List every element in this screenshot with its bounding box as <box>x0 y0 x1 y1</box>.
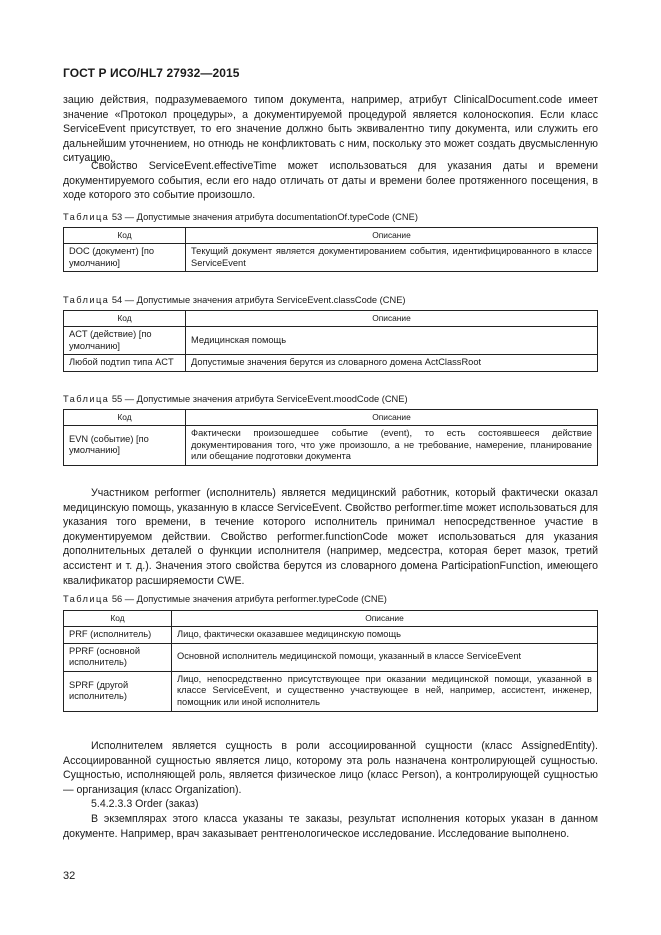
table-caption-text: 56 — Допустимые значения атрибута performer.typeCode (CNE) <box>111 594 387 604</box>
description-cell: Фактически произошедшее событие (event), то есть состоявшееся действие документирования того, что уже произошло, а не требование, намерение, планирование или обещание подготовки документа <box>186 426 598 466</box>
table-row <box>64 643 598 671</box>
table-caption-text: 53 — Допустимые значения атрибута documentationOf.typeCode (CNE) <box>111 212 418 222</box>
table-caption <box>63 294 406 306</box>
table-53 <box>63 227 598 272</box>
description-cell: Основной исполнитель медицинской помощи, указанный в классе ServiceEvent <box>172 643 598 671</box>
description-cell: Медицинская помощь <box>186 327 598 355</box>
code-cell: SPRF (другой исполнитель) <box>64 671 172 711</box>
table-row <box>64 355 598 372</box>
column-header-code: Код <box>64 311 186 327</box>
table-caption-text: 54 — Допустимые значения атрибута ServiceEvent.classCode (CNE) <box>111 295 406 305</box>
paragraph: Свойство ServiceEvent.effectiveTime может использоваться для указания даты и времени документируемого события, если его надо отличать от даты и времени более протяженного посещения, в ходе которого это событие произошло. <box>63 160 598 202</box>
paragraph: В экземплярах этого класса указаны те заказы, результат исполнения которых указан в данном документе. Например, врач заказывает рентгенологическое исследование. Исследование выполнено. <box>63 813 598 840</box>
table-word: Таблица <box>63 295 110 305</box>
table-54 <box>63 310 598 372</box>
table-row <box>64 426 598 466</box>
column-header-description: Описание <box>186 228 598 244</box>
table-caption <box>63 393 408 405</box>
table-56 <box>63 610 598 712</box>
paragraph: Исполнителем является сущность в роли ассоциированной сущности (класс AssignedEntity). Ассоциированной сущностью является лицо, которому эта роль назначена контролирующей сущностью. Сущностью, исполняющей роль, является физическое лицо (класс Person), а контролирующей сущностью — организация (класс Organization). <box>63 740 598 796</box>
description-cell: Лицо, фактически оказавшее медицинскую помощь <box>172 627 598 644</box>
column-header-code: Код <box>64 611 172 627</box>
table-row <box>64 244 598 272</box>
code-cell: ACT (действие) [по умолчанию] <box>64 327 186 355</box>
table-55 <box>63 409 598 466</box>
code-cell: PPRF (основной исполнитель) <box>64 643 172 671</box>
column-header-description: Описание <box>186 410 598 426</box>
column-header-description: Описание <box>186 311 598 327</box>
code-cell: EVN (событие) [по умолчанию] <box>64 426 186 466</box>
table-caption <box>63 211 418 223</box>
paragraph: Участником performer (исполнитель) является медицинский работник, который фактически оказал медицинскую помощь, указанную в классе ServiceEvent. Свойство performer.time может использоваться для указания того времени, в течение которого исполнитель принимал непосредственное участие в документируемом действии. Свойство performer.functionCode может использоваться для указания дополнительных деталей о функции исполнителя (например, медсестра, которая берет мазок, третий ассистент и т. д.). Значения этого свойства берутся из словарного домена ParticipationFunction, имеющего квалификатор расширяемости CWE. <box>63 487 598 587</box>
description-cell: Допустимые значения берутся из словарного домена ActClassRoot <box>186 355 598 372</box>
table-row <box>64 327 598 355</box>
code-cell: Любой подтип типа ACT <box>64 355 186 372</box>
column-header-code: Код <box>64 228 186 244</box>
table-word: Таблица <box>63 394 110 404</box>
description-cell: Лицо, непосредственно присутствующее при оказании медицинской помощи, указанной в классе ServiceEvent, и существенно участвующее в ней, например, ассистент, инженер, помощник или иной исполнитель <box>172 671 598 711</box>
column-header-description: Описание <box>172 611 598 627</box>
table-caption <box>63 593 387 605</box>
table-word: Таблица <box>63 212 110 222</box>
table-row <box>64 627 598 644</box>
page-header: ГОСТ Р ИСО/HL7 27932—2015 <box>63 66 240 80</box>
table-row <box>64 671 598 711</box>
table-word: Таблица <box>63 594 110 604</box>
page-number: 32 <box>63 870 76 882</box>
column-header-code: Код <box>64 410 186 426</box>
description-cell: Текущий документ является документированием события, идентифицированного в классе ServiceEvent <box>186 244 598 272</box>
section-heading: 5.4.2.3.3 Order (заказ) <box>91 798 199 810</box>
code-cell: DOC (документ) [по умолчанию] <box>64 244 186 272</box>
table-caption-text: 55 — Допустимые значения атрибута ServiceEvent.moodCode (CNE) <box>111 394 408 404</box>
paragraph: зацию действия, подразумеваемого типом документа, например, атрибут ClinicalDocument.code имеет значение «Протокол процедуры», а документируемой процедурой является колоноскопия. Если класс ServiceEvent присутствует, то его значение должно быть эквивалентно типу документа, или служить его дальнейшим уточнением, но отнюдь не конфликтовать с ним, поскольку это может создать двусмысленную ситуацию. <box>63 94 598 165</box>
code-cell: PRF (исполнитель) <box>64 627 172 644</box>
